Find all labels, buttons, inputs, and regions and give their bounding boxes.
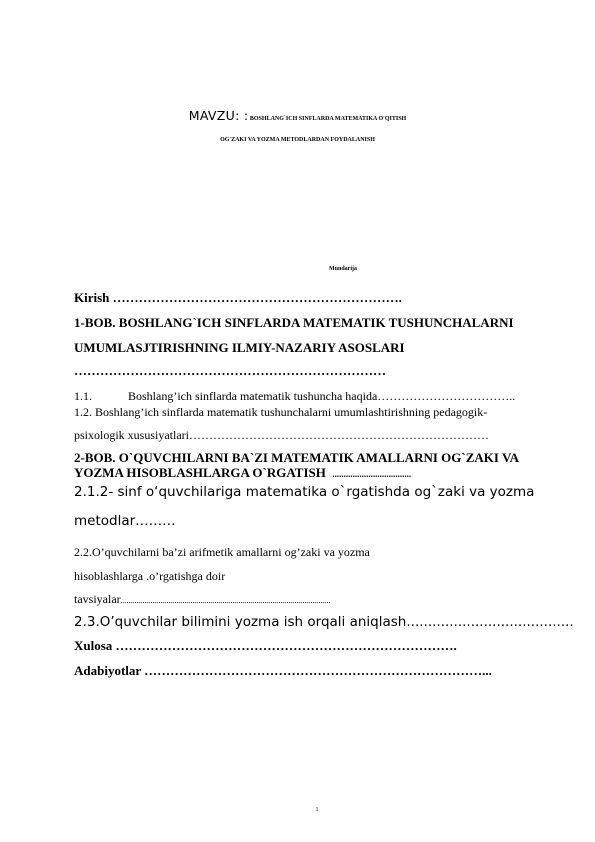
toc-entry-bob1-line-1: 1-BOB. BOSHLANG`ICH SINFLARDA MATEMATIK TUSHUNCHALARNI xyxy=(74,315,514,330)
toc-entry-bob1-dots: ……………………………………………………………… xyxy=(74,363,386,378)
toc-entry-2-1-line-2: metodlar……… xyxy=(74,513,176,529)
toc-entry-2-2-label: tavsiyalar xyxy=(74,592,121,606)
topic-title-line-2: OG'ZAKI VA YOZMA METODLARDAN FOYDALANISH xyxy=(220,137,375,143)
topic-prefix: MAVZU: : xyxy=(188,108,249,123)
toc-entry-bob1-line-2: UMUMLASJTIRISHNING ILMIY-NAZARIY ASOSLARI xyxy=(74,340,405,355)
toc-entry-bob2-line-1: 2-BOB. O`QUVCHILARNI BA`ZI MATEMATIK AMALLARNI OG`ZAKI VA xyxy=(74,450,520,465)
toc-entry-xulosa: Xulosa ……………………………………………………………………. xyxy=(74,638,457,653)
topic-title-line-1 xyxy=(0,108,595,123)
toc-heading: Mundarija xyxy=(328,266,357,272)
toc-entry-1-2-line-1: 1.2. Boshlang’ich sinflarda matematik tushunchalarni umumlashtirishning pedagogik- xyxy=(74,405,488,419)
toc-entry-bob2-dots: ................................... xyxy=(332,469,412,479)
toc-entry-2-1-line-1: 2.1.2- sinf o‘quvchilariga matematika o`rgatishda og`zaki va yozma xyxy=(74,484,535,500)
toc-entry-2-2-line-1: 2.2.O’quvchilarni ba’zi arifmetik amallarni og’zaki va yozma xyxy=(74,545,370,559)
toc-entry-adabiyotlar: Adabiyotlar ……………………………………………………………………... xyxy=(74,663,492,678)
toc-entry-1-2-line-2: psixologik xususiyatlari………………………………………………………………… xyxy=(74,428,489,442)
toc-entry-1-1-number: 1.1. xyxy=(74,389,92,403)
toc-entry-2-2-dots: ......................................................................................................... xyxy=(120,596,331,605)
page-number: 1 xyxy=(315,807,319,813)
toc-entry-bob2-line-2 xyxy=(74,465,411,481)
toc-entry-bob2-title: YOZMA HISOBLASHLARGA O`RGATISH xyxy=(74,465,326,480)
topic-title-text: BOSHLANG`ICH SINFLARDA MATEMATIKA O'QITISH xyxy=(249,116,407,122)
toc-entry-2-2-line-2: hisoblashlarga .o’rgatishga doir xyxy=(74,569,226,583)
toc-entry-1-1-text: Boshlang’ich sinflarda matematik tushuncha haqida…………………………….. xyxy=(128,389,516,403)
toc-entry-kirish: Kirish …………………………………………………………. xyxy=(74,290,402,305)
toc-entry-2-3: 2.3.O’quvchilar bilimini yozma ish orqali aniqlash....................................... xyxy=(74,614,574,630)
toc-entry-2-2-line-3 xyxy=(74,592,331,607)
